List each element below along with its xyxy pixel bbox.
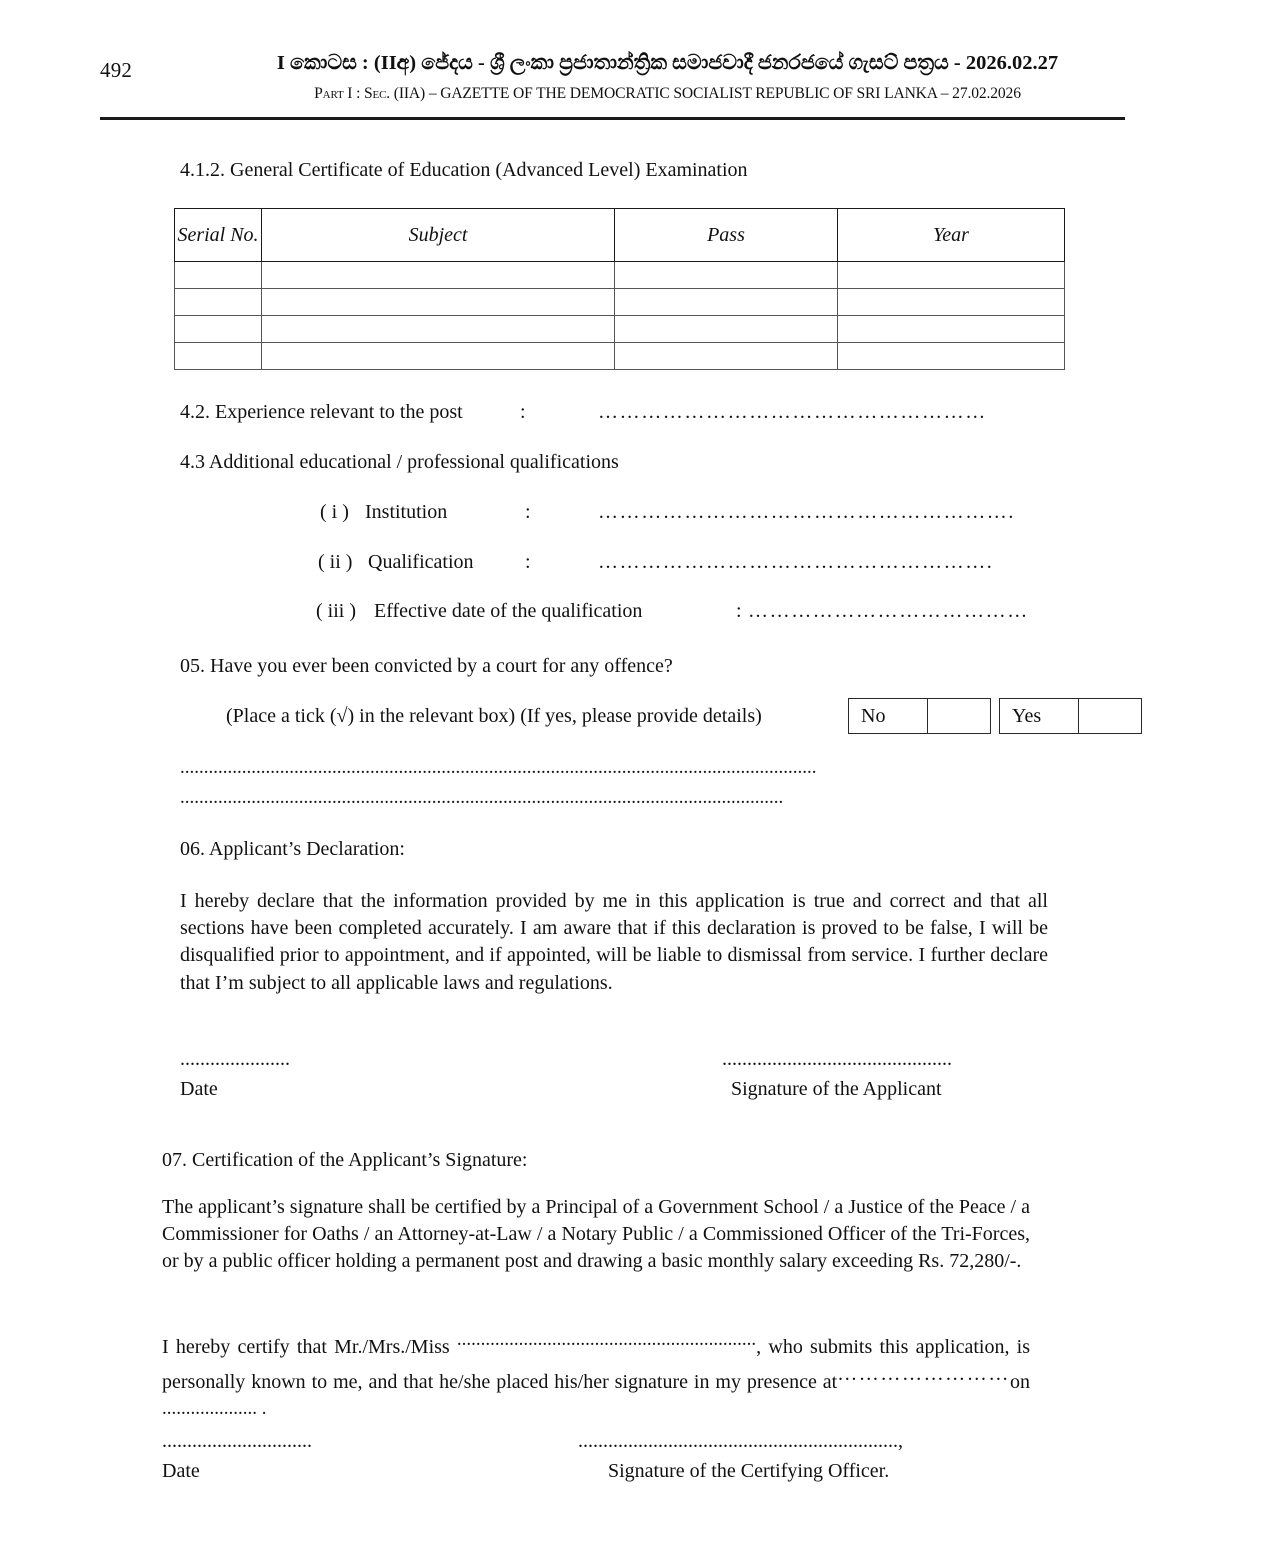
section-05-instruction: (Place a tick (√) in the relevant box) (If yes, please provide details) <box>226 705 762 727</box>
cell-pass[interactable] <box>615 343 838 370</box>
section-4-3-item-iii-colon: : <box>736 600 742 622</box>
section-4-3-item-i-label: Institution <box>365 501 448 523</box>
column-header-subject: Subject <box>262 209 615 262</box>
header-divider-rule <box>100 117 1125 120</box>
column-header-serial-no: Serial No. <box>175 209 262 262</box>
cell-serial-no[interactable] <box>175 289 262 316</box>
certify-prefix: I hereby certify that Mr./Mrs./Miss <box>162 1335 450 1358</box>
section-4-3-item-ii-colon: : <box>525 551 531 573</box>
gce-al-qualifications-table <box>174 208 1065 370</box>
tickbox-no-label: No <box>849 699 928 733</box>
section-4-3-item-iii-label: Effective date of the qualification <box>374 600 643 622</box>
tickbox-no-input[interactable] <box>928 699 990 733</box>
cell-year[interactable] <box>838 262 1065 289</box>
section-4-3-item-ii-marker: ( ii ) <box>318 551 353 573</box>
tickbox-yes-label: Yes <box>1000 699 1079 733</box>
section-4-3-item-i-marker: ( i ) <box>320 501 349 523</box>
cell-year[interactable] <box>838 289 1065 316</box>
section-4-3-effective-date-field[interactable]: ………………………………… <box>748 600 1029 622</box>
cell-serial-no[interactable] <box>175 343 262 370</box>
section-4-3-item-ii-label: Qualification <box>368 551 474 573</box>
cell-subject[interactable] <box>262 289 615 316</box>
header-english-title: Part I : Sec. (IIA) – GAZETTE OF THE DEMOCRATIC SOCIALIST REPUBLIC OF SRI LANKA – 27.02.2026 <box>314 85 1021 102</box>
section-06-declaration-text: I hereby declare that the information provided by me in this application is true and correct and that all sections have been completed accurately. I am aware that if this declaration is proved to be false, I will be disqualified prior to appointment, and if appointed, will be liable to dismissal from service. I further declare that I’m subject to all applicable laws and regulations. <box>180 890 1048 994</box>
cell-subject[interactable] <box>262 343 615 370</box>
section-07-date-label: Date <box>162 1460 200 1482</box>
certify-place-field[interactable]: …………………… <box>837 1363 1010 1386</box>
section-07-heading: 07. Certification of the Applicant’s Signature: <box>162 1149 528 1171</box>
certify-name-field[interactable]: ............................................................... <box>456 1329 757 1350</box>
cell-pass[interactable] <box>615 289 838 316</box>
section-4-1-2-heading: 4.1.2. General Certificate of Education (Advanced Level) Examination <box>180 159 748 181</box>
section-07-date-field[interactable]: .............................. <box>162 1430 312 1452</box>
section-06-date-field[interactable]: ...................... <box>180 1048 290 1070</box>
section-4-2-label: 4.2. Experience relevant to the post <box>180 401 463 423</box>
cell-year[interactable] <box>838 343 1065 370</box>
cell-pass[interactable] <box>615 316 838 343</box>
tickbox-no[interactable] <box>848 698 991 734</box>
cell-serial-no[interactable] <box>175 316 262 343</box>
cell-subject[interactable] <box>262 316 615 343</box>
section-05-tickbox-group <box>848 698 1142 734</box>
section-4-3-item-iii-marker: ( iii ) <box>316 600 356 622</box>
table-row <box>175 343 1065 370</box>
table-row <box>175 316 1065 343</box>
cell-year[interactable] <box>838 316 1065 343</box>
section-07-signature-field[interactable]: ................................................................, <box>578 1430 903 1452</box>
tickbox-gap <box>991 698 999 734</box>
section-05-details-line-2[interactable]: ............................................................................................................................... <box>180 787 784 808</box>
section-4-3-heading: 4.3 Additional educational / professional qualifications <box>180 451 619 473</box>
page-number: 492 <box>100 58 133 82</box>
table-row <box>175 289 1065 316</box>
table-row <box>175 262 1065 289</box>
page-header <box>100 52 1125 102</box>
header-sinhala-title: I කොටස : (IIඅ) ජේදය - ශ්‍රී ලංකා ප්‍රජාතාන්ත්‍රික සමාජවාදී ජනරජයේ ගැසට් පත්‍රය - 2026.02.27 <box>276 52 1059 74</box>
section-05-question: 05. Have you ever been convicted by a court for any offence? <box>180 655 673 677</box>
section-06-heading: 06. Applicant’s Declaration: <box>180 838 405 860</box>
cell-pass[interactable] <box>615 262 838 289</box>
cell-subject[interactable] <box>262 262 615 289</box>
section-4-3-institution-field[interactable]: …………………………………………………. <box>598 501 1015 523</box>
section-05-details-line-1[interactable]: ...................................................................................................................................... <box>180 757 817 778</box>
section-07-certify-statement <box>162 1327 1030 1430</box>
section-4-3-qualification-field[interactable]: ………………………………………………. <box>598 551 994 573</box>
certify-mid-text: , who submits this application, is personally known to me, and that he/she placed his/her signature in my presence at <box>162 1335 1031 1394</box>
tickbox-yes-input[interactable] <box>1079 699 1141 733</box>
section-06-date-label: Date <box>180 1078 218 1100</box>
section-4-2-answer-field[interactable]: ……………………………………………… <box>598 401 987 423</box>
column-header-year: Year <box>838 209 1065 262</box>
section-06-signature-field[interactable]: .............................................. <box>722 1048 952 1070</box>
section-07-certification-requirements: The applicant’s signature shall be certified by a Principal of a Government School / a Justice of the Peace / a Commissioner for Oaths / an Attorney-at-Law / a Notary Public / a Commissioned Officer of the Tri-Forces, or by a public officer holding a permanent post and drawing a basic monthly salary exceeding Rs. 72,280/-. <box>162 1196 1030 1273</box>
certify-on-word: on <box>1010 1371 1030 1394</box>
section-4-2-colon: : <box>520 401 526 423</box>
table-header-row <box>175 209 1065 262</box>
section-06-signature-label: Signature of the Applicant <box>731 1078 942 1100</box>
section-07-signature-label: Signature of the Certifying Officer. <box>608 1460 890 1482</box>
section-4-3-item-i-colon: : <box>525 501 531 523</box>
tickbox-yes[interactable] <box>999 698 1142 734</box>
certify-date-field[interactable]: .................... . <box>162 1398 267 1420</box>
cell-serial-no[interactable] <box>175 262 262 289</box>
column-header-pass: Pass <box>615 209 838 262</box>
header-primary-row <box>100 52 1125 86</box>
